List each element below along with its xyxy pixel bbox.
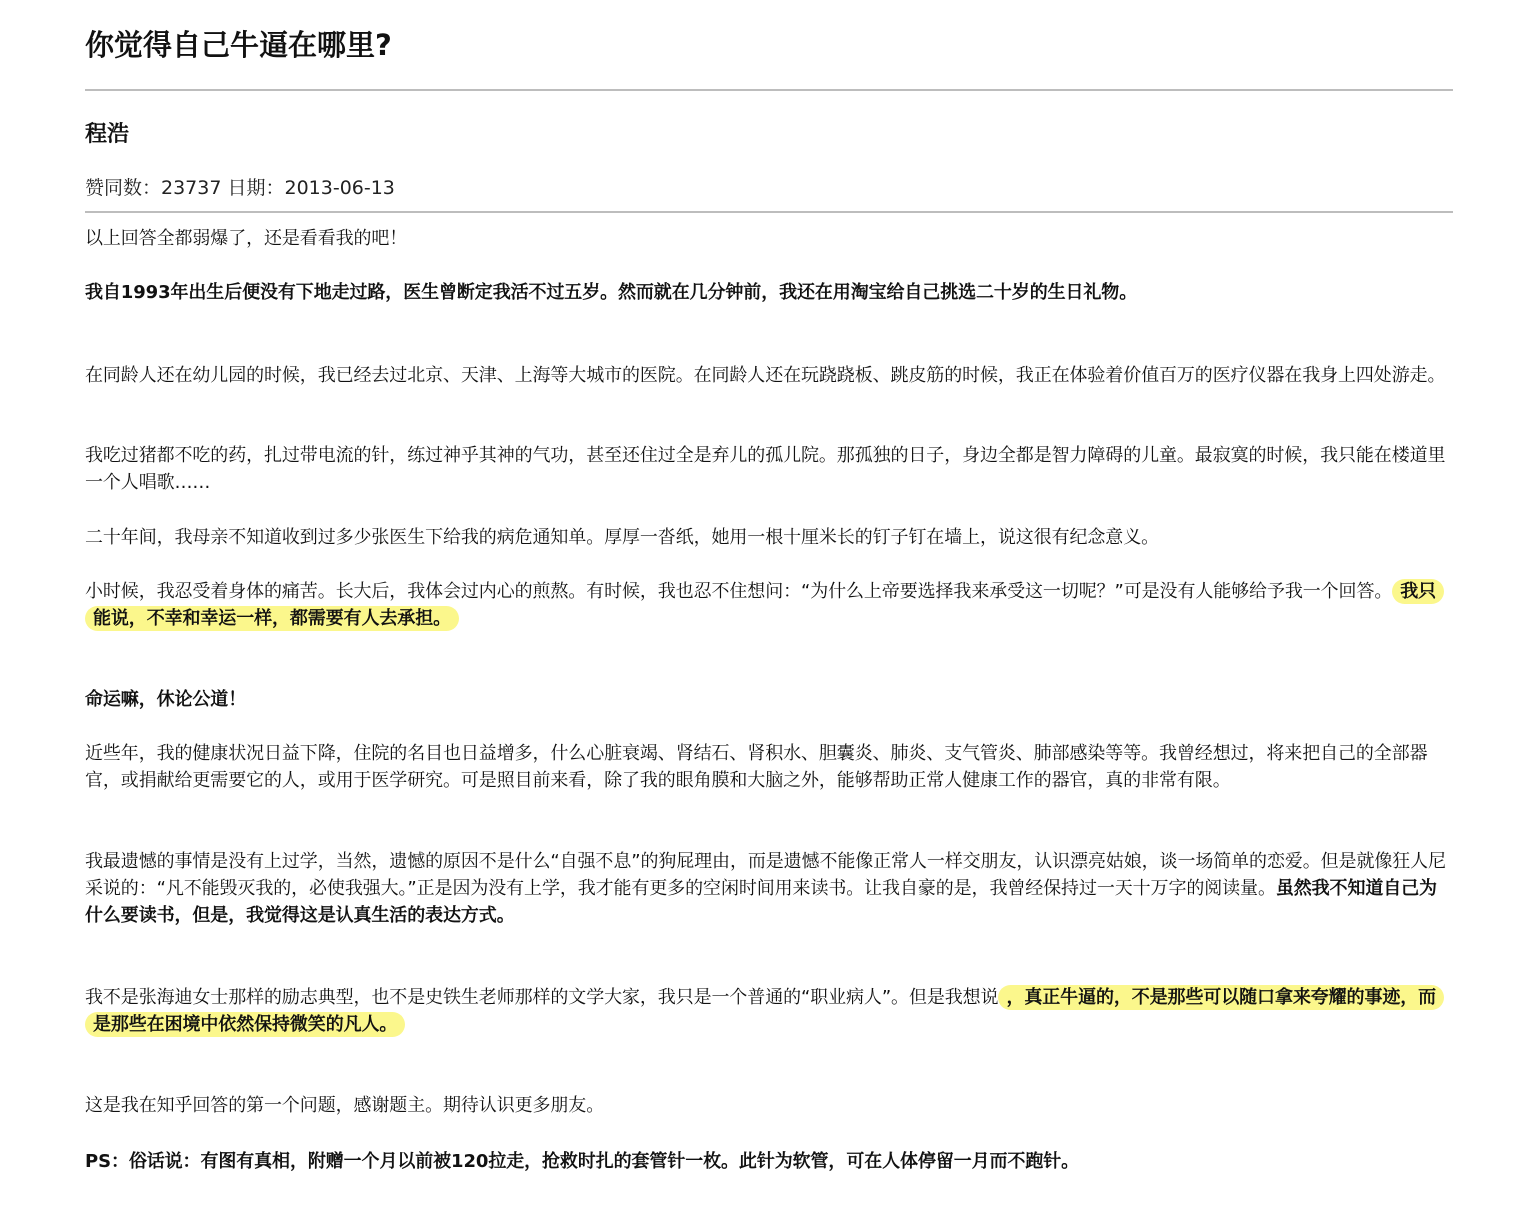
paragraph-8: 近些年，我的健康状况日益下降，住院的名目也日益增多，什么心脏衰竭、肾结石、肾积水、胆囊炎、肺炎、支气管炎、肺部感染等等。我曾经想过，将来把自己的全部器官，或捐献给更需要它的人，或用于医学研究。可是照目前来看，除了我的眼角膜和大脑之外，能够帮助正常人健康工作的器官，真的非常有限。 <box>85 743 1428 791</box>
meta-divider <box>85 211 1453 213</box>
paragraph-9 <box>85 848 1453 929</box>
paragraph-6-text: 小时候，我忍受着身体的痛苦。长大后，我体会过内心的煎熬。有时候，我也忍不住想问：“为什么上帝要选择我来承受这一切呢？”可是没有人能够给予我一个回答。 <box>85 581 1393 602</box>
paragraph-7: 命运嘛，休论公道！ <box>85 689 247 710</box>
highlighted-quote-2: ，真正牛逼的，不是那些可以随口拿来夸耀的事迹，而是那些在困境中依然保持微笑的凡人。 <box>85 985 1444 1037</box>
paragraph-11: 这是我在知乎回答的第一个问题，感谢题主。期待认识更多朋友。 <box>85 1095 605 1116</box>
paragraph-12: PS：俗话说：有图有真相，附赠一个月以前被120拉走，抢救时扎的套管针一枚。此针为软管，可在人体停留一月而不跑针。 <box>85 1151 1080 1172</box>
paragraph-5: 二十年间，我母亲不知道收到过多少张医生下给我的病危通知单。厚厚一沓纸，她用一根十厘米长的钉子钉在墙上，说这很有纪念意义。 <box>85 527 1159 548</box>
paragraph-9-text: 我最遗憾的事情是没有上过学，当然，遗憾的原因不是什么“自强不息”的狗屁理由，而是遗憾不能像正常人一样交朋友，认识漂亮姑娘，谈一场简单的恋爱。但是就像狂人尼采说的：“凡不能毁灭我的，必使我强大。”正是因为没有上学，我才能有更多的空闲时间用来读书。让我自豪的是，我曾经保持过一天十万字的阅读量。 <box>85 851 1446 899</box>
answer-meta: 赞同数：23737 日期：2013-06-13 <box>85 177 395 199</box>
paragraph-6 <box>85 578 1453 632</box>
paragraph-1: 以上回答全都弱爆了，还是看看我的吧！ <box>85 228 408 249</box>
paragraph-10-text: 我不是张海迪女士那样的励志典型，也不是史铁生老师那样的文学大家，我只是一个普通的“职业病人”。但是我想说 <box>85 987 999 1008</box>
paragraph-10 <box>85 984 1453 1038</box>
title-divider <box>85 89 1453 91</box>
paragraph-4: 我吃过猪都不吃的药，扎过带电流的针，练过神乎其神的气功，甚至还住过全是弃儿的孤儿院。那孤独的日子，身边全都是智力障碍的儿童。最寂寞的时候，我只能在楼道里一个人唱歌…… <box>85 445 1446 493</box>
paragraph-2: 我自1993年出生后便没有下地走过路，医生曾断定我活不过五岁。然而就在几分钟前，我还在用淘宝给自己挑选二十岁的生日礼物。 <box>85 282 1138 303</box>
paragraph-3: 在同龄人还在幼儿园的时候，我已经去过北京、天津、上海等大城市的医院。在同龄人还在玩跷跷板、跳皮筋的时候，我正在体验着价值百万的医疗仪器在我身上四处游走。 <box>85 365 1446 386</box>
question-title: 你觉得自己牛逼在哪里? <box>85 28 392 62</box>
paragraph-9-bold: 虽然我不知道自己为什么要读书，但是，我觉得这是认真生活的表达方式。 <box>85 878 1437 926</box>
author-name: 程浩 <box>85 122 130 147</box>
highlighted-quote-1: 我只能说，不幸和幸运一样，都需要有人去承担。 <box>85 579 1444 631</box>
